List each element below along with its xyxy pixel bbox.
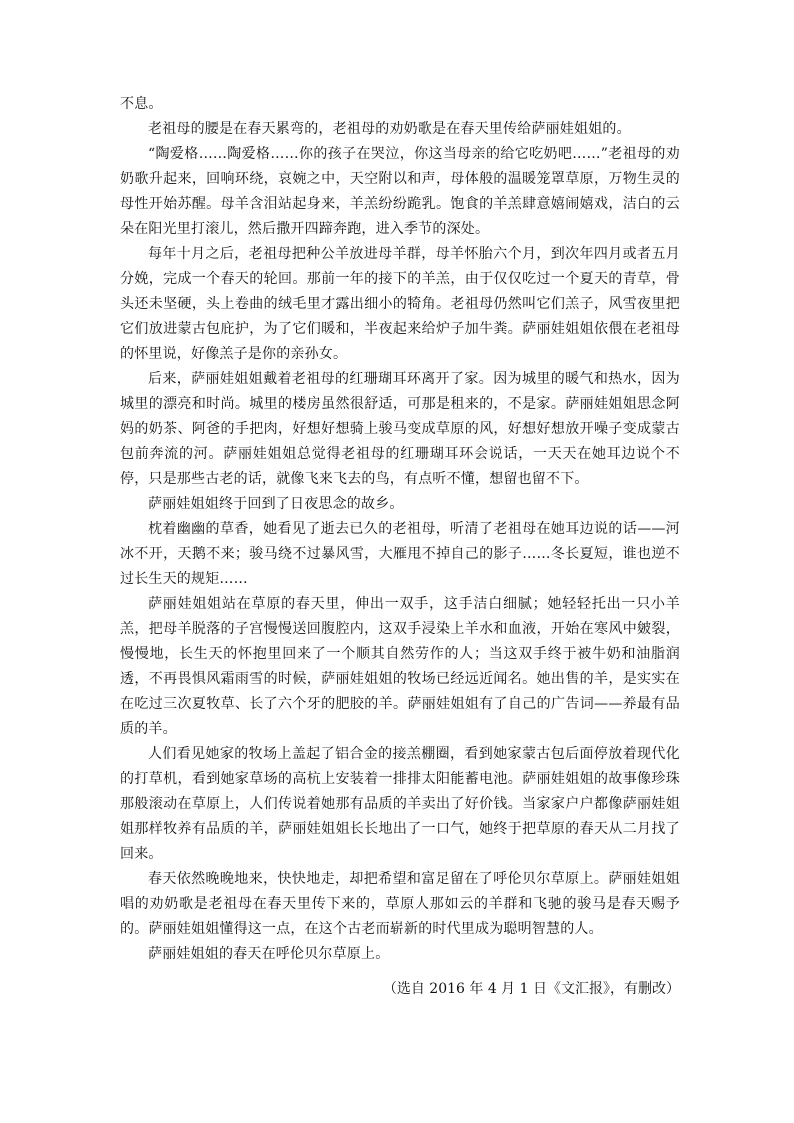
- paragraph: “陶爱格……陶爱格……你的孩子在哭泣，你这当母亲的给它吃奶吧……”老祖母的劝奶歌升起来，回响环绕，哀婉之中，天空附以和声，母体般的温暖笼罩草原，万物生灵的母性开始苏醒。母羊含泪站起身来，羊羔纷纷跪乳。饱食的羊羔肆意嬉闹嬉戏，洁白的云朵在阳光里打滚儿，然后撒开四蹄奔跑，进入季节的深处。: [120, 146, 680, 237]
- paragraph: 萨丽娃姐姐站在草原的春天里，伸出一双手，这手洁白细腻；她轻轻托出一只小羊羔，把母羊脱落的子宫慢慢送回腹腔内，这双手浸染上羊水和血液，开始在寒风中皴裂，慢慢地，长生天的怀抱里回来了一个顺其自然劳作的人；当这双手终于被牛奶和油脂润透，不再畏惧风霜雨雪的时候，萨丽娃姐姐的牧场已经远近闻名。她出售的羊，是实实在在吃过三次夏牧草、长了六个牙的肥胶的羊。萨丽娃姐姐有了自己的广告词——养最有品质的羊。: [120, 596, 680, 737]
- paragraph: 后来，萨丽娃姐姐戴着老祖母的红珊瑚耳环离开了家。因为城里的暖气和热水，因为城里的漂亮和时尚。城里的楼房虽然很舒适，可那是租来的，不是家。萨丽娃姐姐思念阿妈的奶茶、阿爸的手把肉，好想好想骑上骏马变成草原的风，好想好想放开噪子变成蒙古包前奔流的河。萨丽娃姐姐总觉得老祖母的红珊瑚耳环会说话，一天天在她耳边说个不停，只是那些古老的话，就像飞来飞去的鸟，有点听不懂，想留也留不下。: [120, 371, 680, 487]
- paragraph: 萨丽娃姐姐的春天在呼伦贝尔草原上。: [148, 946, 390, 962]
- paragraph: 不息。: [120, 96, 163, 112]
- paragraph: 每年十月之后，老祖母把种公羊放进母羊群，母羊怀胎六个月，到次年四月或者五月分娩，完成一个春天的轮回。那前一年的接下的羊羔，由于仅仅吃过一个夏天的青草，骨头还未坚硬，头上卷曲的绒毛里才露出细小的犄角。老祖母仍然叫它们羔子，风雪夜里把它们放进蒙古包庇护，为了它们暖和，半夜起来给炉子加牛粪。萨丽娃姐姐依偎在老祖母的怀里说，好像羔子是你的亲孙女。: [120, 246, 680, 362]
- paragraph: 枕着幽幽的草香，她看见了逝去已久的老祖母，听清了老祖母在她耳边说的话——河冰不开，天鹅不来；骏马绕不过暴风雪，大雁甩不掉自己的影子……冬长夏短，谁也逆不过长生天的规矩……: [120, 521, 680, 587]
- paragraph: 春天依然晚晚地来，快快地走，却把希望和富足留在了呼伦贝尔草原上。萨丽娃姐姐唱的劝奶歌是老祖母在春天里传下来的，草原人那如云的羊群和飞驰的骏马是春天赐予的。萨丽娃姐姐懂得这一点，在这个古老而崭新的时代里成为聪明智慧的人。: [120, 871, 680, 937]
- paragraph: 老祖母的腰是在春天累弯的，老祖母的劝奶歌是在春天里传给萨丽娃姐姐的。: [148, 121, 631, 137]
- paragraph: 人们看见她家的牧场上盖起了铝合金的接羔棚圈，看到她家蒙古包后面停放着现代化的打草机，看到她家草场的高杭上安装着一排排太阳能蓄电池。萨丽娃姐姐的故事像珍珠那般滚动在草原上，人们传说着她那有品质的羊卖出了好价钱。当家家户户都像萨丽娃姐姐那样牧养有品质的羊，萨丽娃姐姐长长地出了一口气，她终于把草原的春天从二月找了回来。: [120, 746, 680, 862]
- article-body: [120, 92, 680, 1002]
- paragraph: 萨丽娃姐姐终于回到了日夜思念的故乡。: [148, 496, 404, 512]
- source-citation: （选自 2016 年 4 月 1 日《文汇报》，有删改）: [382, 981, 680, 997]
